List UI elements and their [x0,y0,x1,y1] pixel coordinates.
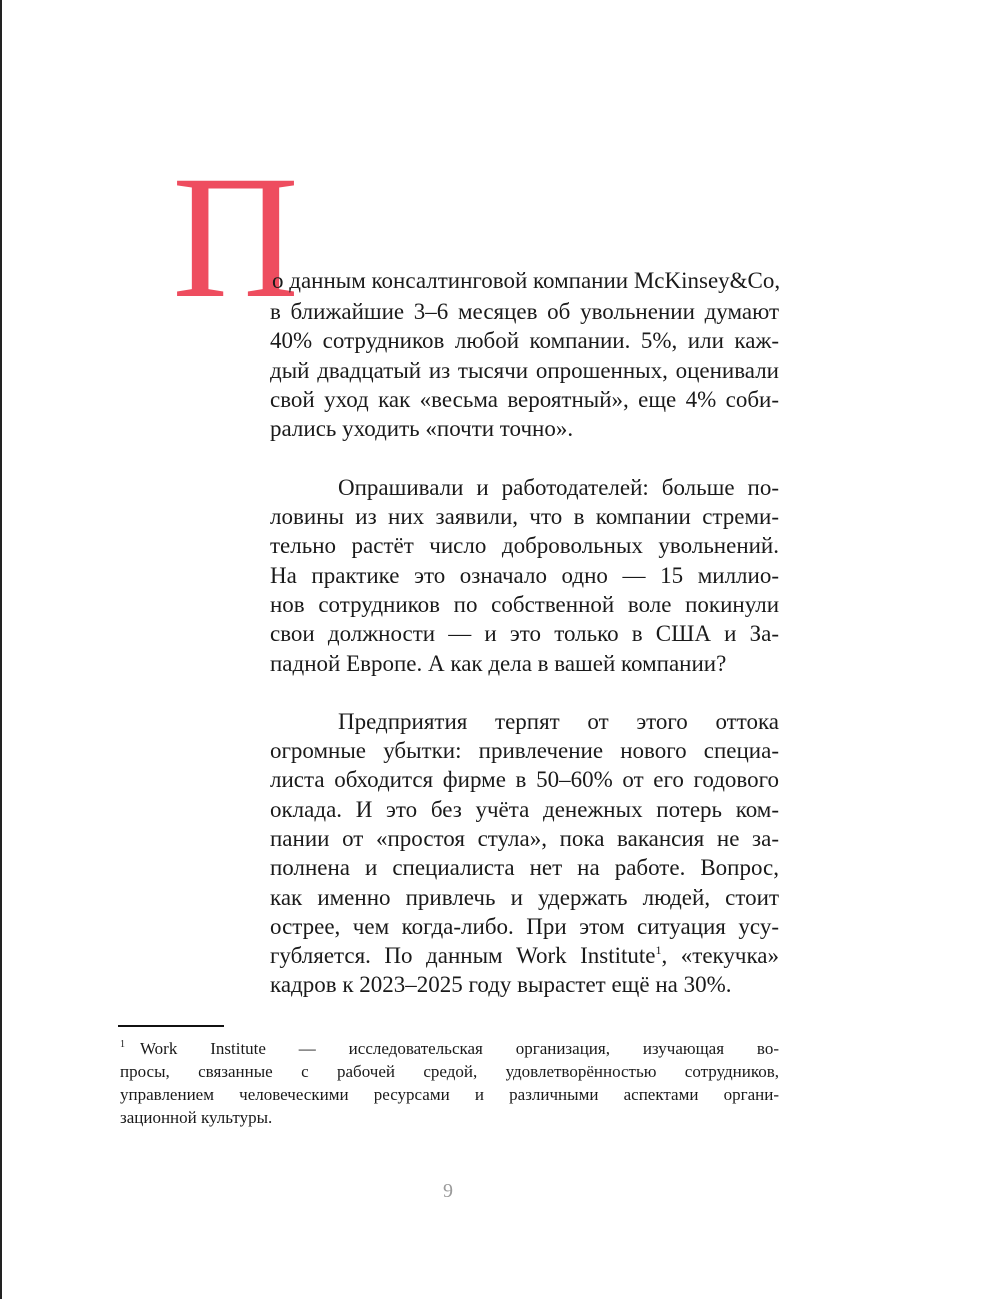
footnote-text: Work Institute — исследовательская организация, изучающая во- [140,1039,779,1058]
line-text: губляется. По данным Work Institute [270,943,656,968]
paragraph-line: На практике это означало одно — 15 миллио- [270,563,779,588]
footnote-rule [118,1025,224,1027]
paragraph-line: свой уход как «весьма вероятный», еще 4% соби- [270,387,779,412]
paragraph-line: острее, чем когда-либо. При этом ситуация усу- [270,914,779,939]
paragraph-line: нов сотрудников по собственной воле покинули [270,592,779,617]
paragraph-line: в ближайшие 3–6 месяцев об увольнении думают [270,299,779,324]
paragraph-line: пании от «простоя стула», пока вакансия не за- [270,826,779,851]
paragraph-line: Предприятия терпят от этого оттока [338,709,779,734]
paragraph-line: 40% сотрудников любой компании. 5%, или каж- [270,328,779,353]
paragraph-line: рались уходить «почти точно». [270,416,574,441]
paragraph-line: полнена и специалиста нет на работе. Вопрос, [270,855,779,880]
paragraph-line: свои должности — и это только в США и За- [270,621,779,646]
footnote-line: управлением человеческими ресурсами и различными аспектами органи- [120,1085,779,1104]
paragraph-line: о данным консалтинговой компании McKinsey&Co, [272,268,781,293]
paragraph-line: падной Европе. А как дела в вашей компании? [270,651,727,676]
paragraph-line: дый двадцатый из тысячи опрошенных, оценивали [270,358,779,383]
paragraph-line: Опрашивали и работодателей: больше по- [338,475,779,500]
footnote-reference[interactable]: 1 [655,943,662,957]
page-number: 9 [443,1180,453,1202]
footnote-line: просы, связанные с рабочей средой, удовлетворённостью сотрудников, [120,1062,779,1081]
paragraph-line: кадров к 2023–2025 году вырастет ещё на 30%. [270,972,732,997]
paragraph-line: листа обходится фирме в 50–60% от его годового [270,767,779,792]
paragraph-line: оклада. И это без учёта денежных потерь ком- [270,797,779,822]
drop-cap: П [172,140,300,335]
paragraph-line: как именно привлечь и удержать людей, стоит [270,885,779,910]
paragraph-line [270,941,779,970]
line-text: , «текучка» [661,943,779,968]
footnote-number: 1 [120,1039,125,1050]
paragraph-line: ловины из них заявили, что в компании стреми- [270,504,779,529]
paragraph-line: тельно растёт число добровольных увольнений. [270,533,779,558]
paragraph-line: огромные убытки: привлечение нового специа- [270,738,779,763]
footnote-line: зационной культуры. [120,1108,273,1127]
page-edge [0,0,2,1299]
footnote-line [120,1037,779,1060]
